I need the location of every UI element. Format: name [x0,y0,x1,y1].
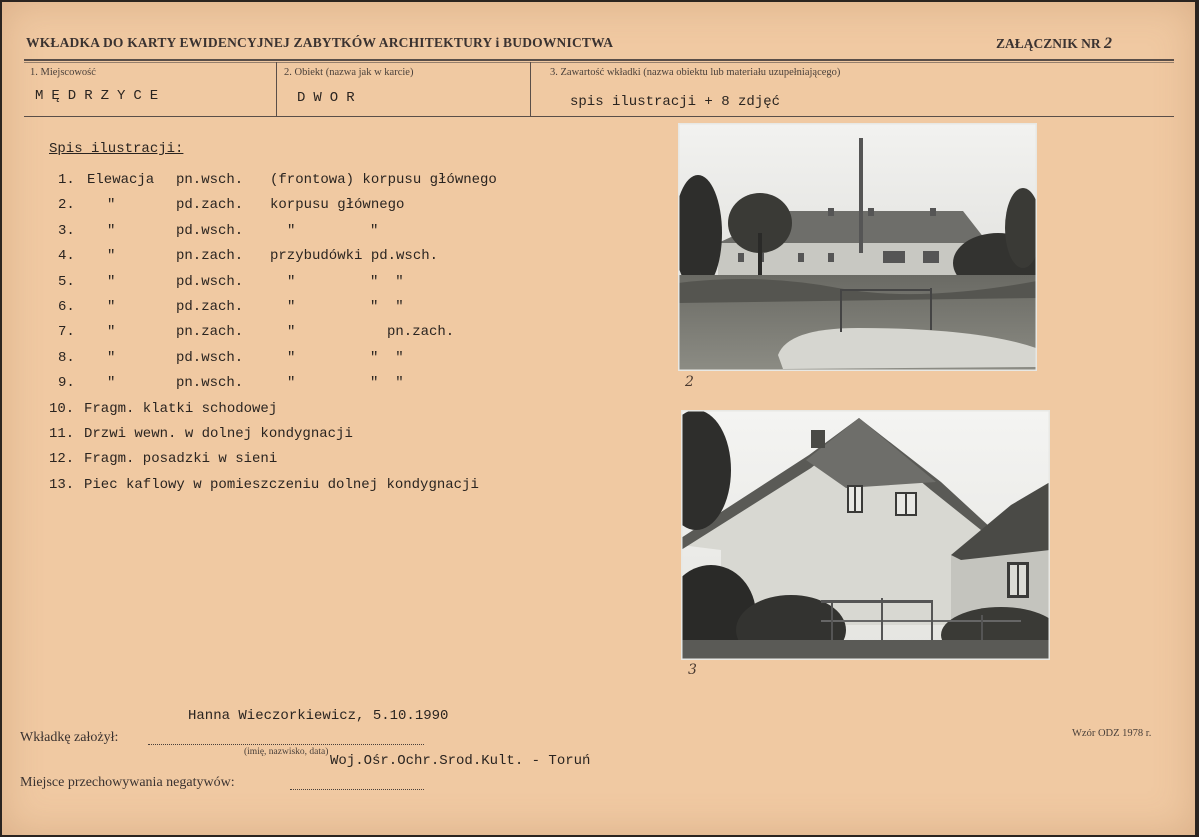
list-item-number: 2. [58,197,75,214]
object-value: DWOR [297,90,363,106]
list-item-number: 8. [58,349,75,366]
list-item-number: 6. [58,299,75,315]
list-item-part: " [287,375,296,392]
list-item-text: Fragm. posadzki w sieni [84,451,278,468]
list-item [2,373,662,393]
list-item-direction: pd.wsch. [176,222,244,239]
list-item-number: 10. [49,400,75,417]
list-item-text: Elewacja [87,172,155,188]
author-hint: (imię, nazwisko, data) [244,747,329,757]
list-item-extra: " " [370,273,404,290]
list-item-direction: pn.wsch. [176,375,244,392]
list-item-extra: " [370,222,379,239]
list-item-part: " [287,299,296,315]
list-item-number: 9. [58,375,75,392]
list-item [2,475,662,495]
object-label: 2. Obiekt (nazwa jak w karcie) [284,67,414,78]
list-item-direction: pd.wsch. [176,273,244,290]
list-item-text: " [107,375,116,392]
storage-value: Woj.Ośr.Ochr.Srod.Kult. - Toruń [330,753,591,769]
form-code: Wzór ODZ 1978 r. [1072,728,1152,739]
list-item [2,424,662,444]
list-item [2,399,662,419]
list-item-extra: " " [370,349,404,366]
attachment-label: ZAŁĄCZNIK NR [996,36,1101,51]
attachment-number [996,35,1112,53]
list-item [2,322,662,342]
list-item-text: Fragm. klatki schodowej [84,400,278,417]
list-item-part: " [287,222,296,239]
list-item-number: 1. [58,172,75,188]
list-item-part: " [287,324,296,341]
list-item-text: Drzwi wewn. w dolnej kondygnacji [84,426,353,442]
record-sheet [2,2,1195,835]
list-item-direction: pn.wsch. [176,172,244,188]
list-item-text: " [107,349,116,366]
storage-dotted-line [290,789,424,790]
header-rule-thin [24,62,1174,63]
illustrations-list-title: Spis ilustracji: [49,141,184,157]
list-item [2,170,662,190]
list-item-extra: pn.zach. [387,324,455,341]
list-item-number: 13. [49,476,75,493]
list-item-extra: " " [370,299,404,315]
list-item-direction: pd.zach. [176,197,244,214]
list-item-direction: pn.zach. [176,248,244,265]
list-item-part: (frontowa) korpusu głównego [270,172,497,188]
list-item-number: 4. [58,248,75,265]
locality-label: 1. Miejscowość [30,67,96,78]
field-divider [276,62,277,117]
list-item [2,195,662,215]
list-item [2,449,662,469]
list-item [2,221,662,241]
author-dotted-line [148,744,424,745]
locality-value: MĘDRZYCE [35,88,167,104]
list-item-text: " [107,248,116,265]
fields-bottom-rule [24,116,1174,117]
list-item-text: " [107,197,116,214]
list-item-text: " [107,324,116,341]
author-label: Wkładkę założył: [20,730,119,745]
contents-value: spis ilustracji + 8 zdjęć [570,94,781,110]
list-item-number: 12. [49,451,75,468]
list-item-number: 11. [49,426,75,442]
list-item-number: 5. [58,273,75,290]
storage-label: Miejsce przechowywania negatywów: [20,775,235,790]
author-value: Hanna Wieczorkiewicz, 5.10.1990 [188,708,449,724]
field-divider [530,62,531,117]
list-item-part: " [287,273,296,290]
photo-number: 2 [685,374,694,390]
list-item-number: 3. [58,222,75,239]
list-item [2,297,662,317]
list-item-number: 7. [58,324,75,341]
list-item-text: " [107,222,116,239]
list-item-part: przybudówki pd.wsch. [270,248,439,265]
list-item-text: " [107,299,116,315]
list-item-extra: " " [370,375,404,392]
photo-manor-front-image [678,123,1037,371]
list-item [2,246,662,266]
list-item-text: " [107,273,116,290]
document-title: WKŁADKA DO KARTY EWIDENCYJNEJ ZABYTKÓW ARCHITEKTURY i BUDOWNICTWA [26,35,614,50]
photo-number: 3 [688,662,697,678]
list-item [2,272,662,292]
header-rule [24,59,1174,61]
list-item-part: " [287,349,296,366]
photo-manor-side [681,410,1050,660]
list-item-direction: pd.wsch. [176,349,244,366]
attachment-number-value: 2 [1104,35,1113,52]
list-item-direction: pn.zach. [176,324,244,341]
list-item-direction: pd.zach. [176,299,244,315]
photo-manor-side-image [681,410,1050,660]
list-item-text: Piec kaflowy w pomieszczeniu dolnej kondygnacji [84,476,479,493]
list-item [2,348,662,368]
contents-label: 3. Zawartość wkładki (nazwa obiektu lub materiału uzupełniającego) [550,67,841,78]
list-item-part: korpusu głównego [270,197,405,214]
photo-manor-front [678,123,1037,371]
